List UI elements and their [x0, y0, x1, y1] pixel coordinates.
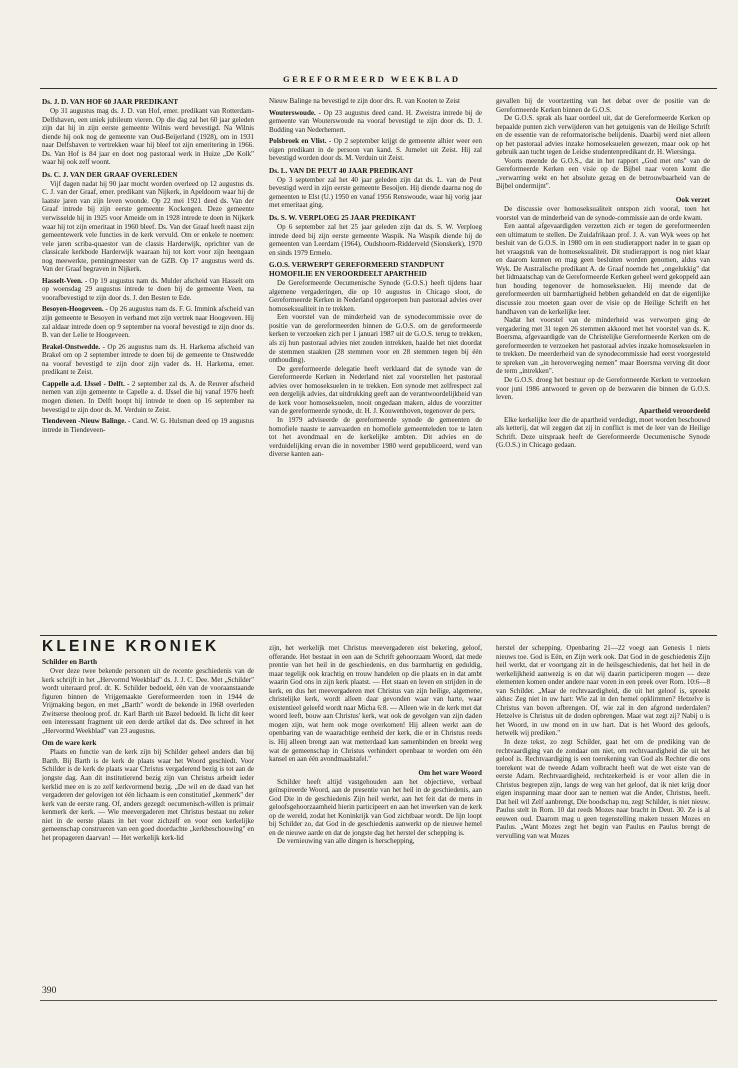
paragraph: De G.O.S. sprak als haar oordeel uit, dat de Gereformeerde Kerken op bepaalde punten zich verwijderen van het getuigenis van de Heilige Schrift en de essentie van de reformatorische belijdenis. Daarbij werd niet alleen op het pastoraal advies inzake homoseksuelen gewezen, maar ook op het gebruik aan tucht tegen de Leidse studentenpredikant dr. H. Wiersinga.	[496, 114, 710, 157]
paragraph: zijn, het werkelijk met Christus meevergaderen eist bekering, geloof, offerande. Het bestaat in een aan de Schrift gehoorzaam Woord, dat mede prentie van het heil in de geschiedenis, en dus barmhartig en geduldig, maar tegelijk ook krachtig en trouw handelen op die plaats en in dat ambt waarin God ons in zijn kerk plaatst. — Het staan en leven en strijden in de kerk, en dus het meevergaderen met Christus van zijn heilige, algemene, christelijke kerk, wordt alleen daar gevonden waar van harte, waar existentieel geleefd wordt naar Micha 6:8. — Alleen wie in de kerk met dat woord leeft, bouw aan Christus' kerk, wat ook de gevolgen van zijn daden mogen zijn, wat hem ook moge overkomen! Hij alleen werkt aan de openbaring van de waarachtige eenheid der kerk, die er in Christus reeds is. Hij alleen brengt aan wat metterdaad kan samenbinden en breekt weg wat de gemeenschap in Christus verhindert openbaar te worden om één kansel en aan één avondmaalstafel."	[269, 644, 482, 764]
paragraph: De vernieuwing van alle dingen is herschepping,	[277, 837, 415, 846]
heading-gos: G.O.S. VERWERPT GEREFORMEERD STANDPUNT HOMOFILIE EN VEROORDEELT APARTHEID	[269, 260, 445, 279]
news-item	[42, 417, 254, 434]
paragraph: Plaats en functie van de kerk zijn bij Schilder geheel anders dan bij Barth. Bij Barth is de kerk de plaats waar het Woord geschiedt. Voor Schilder is de kerk de plaats waar Christus vergaderend bezig is tot aan de jongste dag. Aan dit institutierend bezig zijn van Christus arbeidt ieder kerklid mee en is zo zelf kerkvormend bezig. „De wil en de daad van het vergaderen der gelovigen tot één lichaam is een constitutief „kenmerk" der kerk van de eerste rang. Of, anders gezegd: oecumenisch-willen is primair kenmerk der kerk. — Wie meevergaderen met Christus bestaat nu zeker niet in de eerste plaats in het voor zichzelf en voor een kerkelijke gemeenschap construeren van een goed doordachte „kerkbeschouwing" en het propageren daarvan! — Het werkelijk kerk-lid	[42, 748, 254, 842]
paragraph: De G.O.S. droeg het bestuur op de Gereformeerde Kerken te verzoeken voor juni 1986 antwoord te geven op de bezwaren die binnen de G.O.S. leven.	[496, 375, 710, 402]
news-item-lead: Cappelle a.d. IJssel - Delft.	[42, 379, 125, 388]
news-item-text: - Op 26 augustus nam ds. F. G. Immink afscheid van zijn gemeente te Besoyen in verband met zijn vertrek naar Hoogeveen. Hij zal aldaar intrede doen op 9 september na vooraf bevestigd te zijn door ds. B. van der Lelie te Hoogeveen.	[42, 305, 254, 340]
news-item-text: - Op 26 augustus nam ds. H. Harkema afscheid van Brakel om op 2 september intrede te doen bij de gemeente te Onstwedde na vooraf bevestigd te zijn door zijn vader ds. H. Harkema, emer. predikant te Zeist.	[42, 342, 254, 377]
column-4	[42, 657, 254, 974]
paragraph: Een aantal afgevaardigden verzetten zich er tegen de gereformeerden een ultimatum te stellen. De Zuidafrikaan prof. J. A. van Wyk wees op het besluit van de G.O.S. in 1980 om in een studierapport nader in te gaan op het vraagstuk van de homoseksualiteit. Dit studierapport is nog niet klaar en daarom kunnen en mag geen besluiten worden genomen, aldus van Wyk. De Australische predikant A. de Graaf noemde het „ongelukkig" dat het lidmaatschap van de Gereformeerde Kerken geheel werd gekoppeld aan hun houding tegenover de homoseksuelen. Hij meende dat de gereformeerden uit barmhartigheid hebben gehandeld en dat de eigenlijke discussie zou moeten gaan over de visie op de Heilige Schrift en het handhaven van de kerkelijke leer.	[496, 222, 710, 316]
footer-rule	[40, 1000, 717, 1001]
news-item	[269, 137, 482, 163]
news-item	[42, 277, 254, 303]
running-head: GEREFORMEERD WEEKBLAD	[283, 74, 461, 84]
news-item-lead: Brakel-Onstwedde.	[42, 342, 101, 351]
paragraph: Op 31 augustus mag ds. J. D. van Hof, emer. predikant van Rotterdam-Delfshaven, een uniek jubileum vieren. Op die dag zal het 60 jaar geleden zijn dat hij in zijn eerste gemeente Wilnis werd bevestigd. Na Wilnis diende hij ook nog de gemeente van Oud-Beijerland (1928), om in 1931 naar Delfshaven te vertrekken waar hij bleef tot zijn emeritering in 1966. Ds. Van Hof is 84 jaar en doet nog pastoraal werk in Huize „De Kolk" waar hij ook zelf woont.	[42, 107, 254, 167]
heading-van-der-graaf: Ds. C. J. VAN DER GRAAF OVERLEDEN	[42, 169, 178, 179]
paragraph: In deze tekst, zo zegt Schilder, gaat het om de prediking van de rechtvaardiging van de zondaar om niet, om rechtvaardigheid die uit het geloof is. Rechtvaardiging is een toerekening van God als Rechter die ons toerekent wat de tweede Adam volbracht heeft wat de wet eiste van de eerste Adam. Rechtvaardigheid, rechtzekerheid is er voor allen die in Christus begrepen zijn, langs de weg van het geloof, dat ik niet krijg door eigen inspanning maar door aan te nemen wat die Ander, Christus, heeft. Dat heil wil Zelf aanbrengt, Die boodschap nu, zegt Schilder, is niet nieuw. Paulus stelt in Rom. 10 dat reeds Mozes naar bracht in Deut. 30. Ze is al eeuwen oud. Daarom mag u geen tegenstelling maken tussen Mozes en Paulus. „Want Mozes zegt het begin van Paulus en Paulus brengt de vervulling van wat Mozes	[496, 738, 710, 841]
paragraph: gevallen bij de voortzetting van het debat over de positie van de Gereformeerde Kerken binnen de G.O.S.	[496, 97, 710, 114]
news-item-text: - Op 2 september krijgt de gemeente alhier weer een eigen predikant in de persoon van kand. S. Jumelet uit Zeist. Hij zal bevestigd worden door ds. M. Verduin uit Zeist.	[269, 137, 482, 163]
subheading-ware-woord: Om het ware Woord	[418, 767, 482, 777]
paragraph: De gereformeerde delegatie heeft verklaard dat de synode van de Gereformeerde Kerken in Nederland niet zal voorstellen het pastoraal advies over homoseksuelen in te trekken. Een synode met zelfrespect zal een dergelijk advies, dat uitdrukking geeft aan de verantwoordelijkheid van de kerk voor homoseksuelen, nooit ongedaan maken, aldus de voorzitter van de gereformeerde synode, dr. H. J. Kouwenhoven, tegenover de pers.	[269, 364, 482, 416]
paragraph: De Gereformeerde Oecumenische Synode (G.O.S.) heeft tijdens haar algemene vergaderingen, die op 10 augustus in Chicago sloot, de Gereformeerde Kerken in Nederland opgeroepen hun pastoraal advies over homoseksualiteit in te trekken.	[269, 279, 482, 313]
column-3	[496, 97, 710, 629]
paragraph: Op 3 september zal het 40 jaar geleden zijn dat ds. L. van de Peut bevestigd werd in zijn eerste gemeente Besoijen. Hij diende daarna nog de gemeenten te Elst (U.) 1950 en vanaf 1956 Renswoude, waar hij vorig jaar met emeritaat ging.	[269, 175, 482, 210]
news-item-text: - Op 23 augustus deed cand. H. Zweistra intrede bij de gemeente van Wouterswoude na vooraf bevestigd te zijn door ds. D. J. Budding van Nederhemert.	[269, 108, 482, 134]
paragraph: Voorts meende de G.O.S., dat in het rapport „God met ons" van de Gereformeerde Kerken een visie op de Bijbel naar voren komt die „verwarring wekt en het absolute gezag en de betrouwbaarheid van de Bijbel ondermijnt".	[496, 156, 710, 191]
news-item-lead: Wouterswoude.	[269, 108, 316, 117]
news-item	[269, 109, 482, 135]
header-rule	[40, 88, 717, 89]
subheading-ware-kerk: Om de ware kerk	[42, 738, 97, 748]
paragraph: De discussie over homoseksualiteit ontspon zich vooral, toen het voorstel van de minderheid van de synode-commissie aan de orde kwam.	[496, 205, 710, 222]
column-1	[42, 97, 254, 629]
news-item-text: - Op 19 augustus nam ds. Mulder afscheid van Hasselt om op woensdag 29 augustus intrede te doen bij de gemeente Veen, na voorafbevestigd te zijn door ds. J. den Besten te Ede.	[42, 276, 254, 302]
subheading-schilder-barth: Schilder en Barth	[42, 657, 98, 666]
paragraph: Elke kerkelijke leer die de apartheid verdedigt, moet worden beschouwd als ketterij, dat wil zeggen dat zij in conflict is met de leer van de Heilige Schrift. Deze uitspraak heeft de Gereformeerde Oecumenische Synode (G.O.S.) in Chicago gedaan.	[496, 415, 710, 450]
subheading-ook-verzet: Ook verzet	[675, 195, 710, 205]
news-item-lead: Hasselt-Veen.	[42, 276, 83, 285]
news-item	[42, 305, 254, 339]
news-item-lead: Besoyen-Hoogeveen.	[42, 305, 104, 314]
column-2	[269, 97, 482, 629]
paragraph: In 1979 adviseerde de gereformeerde synode de gemeenten de homofiele naaste te aanvaarden en homofiele gemeenteleden toe te laten tot het avondmaal en de kerkelijke ambten. Dit advies en de verduidelijking ervan die in november 1980 werd gepubliceerd, werd van diverse kanten aan-	[269, 415, 482, 459]
section-rule	[40, 635, 717, 636]
news-item-text: - 2 september zal ds. A. de Reuver afscheid nemen van zijn gemeente te Capelle a. d. IJssel die hij vanaf 1976 heeft mogen dienen. In Delft hoopt hij intrede te doen op 16 september na bevestigd te zijn door ds. M. Verduin te Zeist.	[42, 379, 254, 414]
heading-van-de-peut: Ds. L. VAN DE PEUT 40 JAAR PREDIKANT	[269, 165, 414, 175]
paragraph: herstel der schepping. Openbaring 21—22 voegt aan Genesis 1 niets nieuws toe. God is Eén, en Zijn werk ook. Dat God in de geschiedenis Zijn heil werkt, dat er voortgang zit in de heilsgeschiedenis, dat het heil in de werkelijkheid aanwezig is en dat wij daarin participeren mogen — deze elementen komen onder andere naar voren in een preek over Rom. 10:6—8 van Schilder. „Maar de rechtvaardigheid, die uit het geloof is, spreekt aldus: Zeg niet in uw hart: Wie zal in den hemel opklimmen? Hetzelve is Christus van boven afbrengen. Of, wie zal in den afgrond nederdalen? Hetzelve is Christus uit de doden opbrengen. Maar wat zegt zij? Nabij u is het Woord, in uw mond en in uw hart. Dat is het Woord des geloofs, hetwelk wij prediken."	[496, 644, 710, 738]
news-item	[42, 343, 254, 377]
column-5	[269, 644, 482, 974]
paragraph: Een voorstel van de minderheid van de synodecommissie over de positie van de gereformeerden binnen de G.O.S. om de gereformeerde kerken te verzoeken zich per 1 januari 1987 uit de G.O.S. terug te trekken, als zij hun pastoraal advies niet zouden intrekken, haalde het niet doordat de stemmen staakten (28 stemmen voor en 28 stemmen tegen bij één onthouding).	[269, 313, 482, 365]
paragraph: Op 6 september zal het 25 jaar geleden zijn dat ds. S. W. Verploeg intrede deed bij zijn eerste gemeente Waspik. Na Waspik diende hij de gemeenten van Leerdam (1964), Oudshoorn-Ridderveld (Sionskerk), 1970 en sinds 1979 Ermelo.	[269, 223, 482, 257]
paragraph: Over deze twee bekende personen uit de recente geschiedenis van de kerk schrijft in het „Hervormd Weekblad" ds. J. J. C. Dee. Met „Schilder" wordt uiteraard prof. dr. K. Schilder bedoeld, één van de vooraanstaande figuren binnen de Vrijgemaakte Gereformeerden toen in 1944 de Vrijmaking begon, en met „Barth" wordt de bekende in 1968 overleden Zwitserse theoloog prof. dr. Karl Barth uit Bazel bedoeld. Ik licht dit keer een interessant fragment uit een derde artikel dat ds. Dee schreef in het „Hervormd Weekblad" van 23 augustus.	[42, 667, 254, 735]
paragraph: Vijf dagen nadat hij 90 jaar mocht worden overleed op 12 augustus ds. C. J. van der Graaf, emer. predikant van Nijkerk, in Apeldoorn waar hij de laatste jaren van zijn leven woonde. Op 22 mei 1921 deed ds. Van der Graaf intrede bij zijn eerste gemeente Kockengen. Deze gemeente verwisselde hij in 1925 voor Ameide om in 1928 intrede te doen in Nijkerk waar hij tot zijn emeritaat in 1960 bleef. Ds. Van der Graaf heeft naast zijn gemeentewerk vele functies in de kerk vervuld. Om er enkele te noemen: vele jaren scriba-quaestor van de classis Harderwijk, oprichter van de classicale kerkbode Harderwijk waaraan hij tot kort voor zijn heengaan nog meewerkte, penningmeester van de GZB. Op 17 augustus werd ds. Van der Graaf begraven in Nijkerk.	[42, 179, 254, 274]
paragraph: Nieuw Balinge na bevestigd te zijn door drs. R. van Kooten te Zeist	[269, 97, 461, 105]
news-item	[42, 380, 254, 414]
subheading-apartheid: Apartheid veroordeeld	[638, 405, 710, 415]
column-6	[496, 644, 710, 974]
page-number: 390	[42, 985, 57, 996]
paragraph: Nadat het voorstel van de minderheid was verworpen ging de vergadering met 31 tegen 26 stemmen akkoord met het voorstel van ds. K. Boersma, afgevaardigde van de Christelijke Gereformeerde Kerken om de gereformeerden te verzoeken het pastoraal advies inzake homoseksuelen in te trekken. De meerderheid van de synodecommissie had eerst voorgesteld te spreken van „in heroverweging nemen" maar Boersma verving dit door de term „intrekken".	[496, 316, 710, 376]
news-item-lead: Tiendeveen -Nieuw Balinge.	[42, 417, 127, 426]
section-title: KLEINE KRONIEK	[42, 638, 220, 655]
news-item-text: - Cand. W. G. Hulsman deed op 19 augustus intrede in Tiendeveen-	[42, 417, 254, 434]
paragraph: Schilder heeft altijd vastgehouden aan het objectieve, verbaal geïnspireerde Woord, aan de presentie van het heil in de geschiedenis, aan God Die in de geschiedenis Zijn heil werkt, aan het feit dat de mens in geloofsgehoorzaamheid hierin participeert en aan het inwerken van de kerk op de wereld, zodat het Koninkrijk van God zichtbaar wordt. De lijn loopt bij Schilder zo, dat God in de geschiedenis aanwerkt op de nieuwe hemel en de nieuwe aarde en dat de jongste dag het herstel der schepping is.	[269, 777, 482, 837]
heading-van-hof: Ds. J. D. VAN HOF 60 JAAR PREDIKANT	[42, 97, 179, 106]
heading-verploeg: Ds. S. W. VERPLOEG 25 JAAR PREDIKANT	[269, 213, 416, 223]
news-item-lead: Polsbroek en Vlist.	[269, 137, 327, 146]
